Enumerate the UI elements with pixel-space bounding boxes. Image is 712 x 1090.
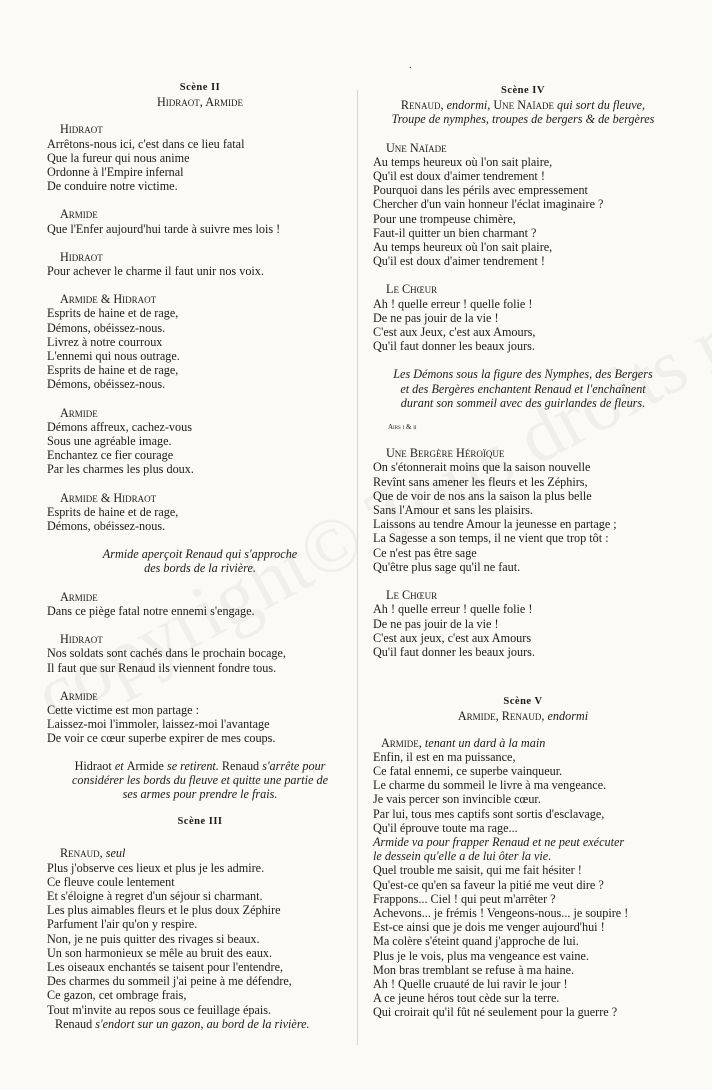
verse-line: Au temps heureux où l'on sait plaire, [373,240,553,255]
verse-line: Frappons... Ciel ! qui peut m'arrêter ? [373,891,556,906]
verse-line: Mon bras tremblant se refuse à ma haine. [373,962,575,977]
verse-line: Revînt sans amener les fleurs et les Zéphirs, [373,474,588,489]
verse-line: Que la fureur qui nous anime [47,150,190,165]
verse-line: Qu'il faut donner les beaux jours. [373,339,535,354]
verse-line: Arrêtons-nous ici, c'est dans ce lieu fatal [47,136,245,151]
verse-line: Ah ! quelle erreur ! quelle folie ! [373,296,533,311]
speaker: Hidraot [60,122,103,137]
verse-line: Cette victime est mon partage : [47,702,199,717]
speaker: Une Naïade [386,140,447,155]
verse-line: Ce n'est pas être sage [373,545,477,560]
verse-line: Un son harmonieux se mêle au bruit des eaux. [47,945,273,960]
verse-line: le dessein qu'elle a de lui ôter la vie. [373,849,552,864]
speaker: Renaud, seul [60,846,126,861]
verse-line: Armide aperçoit Renaud qui s'approche [102,547,298,562]
verse-line: De voir ce cœur superbe expirer de mes coups. [47,731,276,746]
stage-direction [373,835,673,863]
speaker: Armide [60,207,98,222]
verse-line: Livrez à notre courroux [47,334,163,349]
verse-line: C'est aux Jeux, c'est aux Amours, [373,325,536,340]
speaker: Le Chœur [386,588,438,603]
verse-line: des bords de la rivière. [144,561,256,576]
verse-line: Chercher d'un vain honneur l'éclat imaginaire ? [373,197,604,212]
verse-line: Ah ! Quelle cruauté de lui ravir le jour ! [373,976,568,991]
verse-lines [373,297,673,354]
verse-line: Que de voir de nos ans la saison la plus belle [373,488,592,503]
verse-line: Ma colère s'éteint quand j'approche de lui. [373,934,579,949]
speaker: Armide [60,589,98,604]
verse-line: durant son sommeil avec des guirlandes de fleurs. [400,395,646,410]
verse-line: Enfin, il est en ma puissance, [373,749,516,764]
verse-lines [373,863,673,1019]
verse-line: Ah ! quelle erreur ! quelle folie ! [373,602,533,617]
stage-direction: Renaud s'endort sur un gazon, au bord de la rivière. [55,1016,310,1031]
stage-direction [373,367,673,410]
verse-line: Les plus aimables fleurs et le plus doux Zéphire [47,903,281,918]
verse-lines [47,222,353,236]
verse-line: Parfument l'air qu'on y respire. [47,917,198,932]
verse-line: On s'étonnerait moins que la saison nouvelle [373,460,591,475]
scene-4-cast-line2: Troupe de nymphes, troupes de bergers & de bergères [391,112,655,127]
verse-line: Je vais percer son invincible cœur. [373,792,541,807]
verse-line: Sous une agréable image. [47,434,172,449]
verse-lines [47,861,353,1017]
verse-line: Pourquoi dans les périls avec empressement [373,183,588,198]
verse-line: Il faut que sur Renaud ils viennent fondre tous. [47,660,277,675]
verse-line: Armide va pour frapper Renaud et ne peut exécuter [373,834,625,849]
verse-lines [47,264,353,278]
speaker: Armide [60,688,98,703]
verse-line: Qu'il est doux d'aimer tendrement ! [373,169,545,184]
verse-line: Ordonne à l'Empire infernal [47,165,184,180]
airs-note: Airs i & ii [388,423,417,432]
verse-line: Des charmes du sommeil j'ai peine à me défendre, [47,974,292,989]
verse-line: Pour une trompeuse chimère, [373,211,516,226]
verse-line: Au temps heureux où l'on sait plaire, [373,154,553,169]
verse-line: La Sagesse a son temps, il ne vient que trop tôt : [373,531,609,546]
scene-2-title: Scène II [179,82,221,93]
verse-line: Par lui, tous mes captifs sont sortis d'esclavage, [373,806,605,821]
verse-lines [47,646,353,674]
speaker: Armide & Hidraot [60,490,157,505]
verse-lines [47,420,353,477]
verse-line: Plus je le vois, plus ma vengeance est vaine. [373,948,589,963]
scene-4-cast: Renaud, endormi, Une Naïade qui sort du fleuve, [400,98,646,113]
speaker: Armide & Hidraot [60,292,157,307]
verse-line: Ce gazon, cet ombrage frais, [47,988,187,1003]
verse-line: De ne pas jouir de la vie ! [373,616,499,631]
verse-line: Sans l'Amour et sans les plaisirs. [373,503,533,518]
speaker: Une Bergère Héroïque [386,446,505,461]
stage-direction: Hidraot et Armide se retirent. Renaud s'arrête pour considérer les bords du fleuve et quitte une partie de ses armes pour prendre le frais. [72,758,328,801]
verse-line: Enchantez ce fier courage [47,448,174,463]
verse-line: L'ennemi qui nous outrage. [47,349,180,364]
verse-lines [47,306,353,391]
scene-4-title: Scène IV [501,85,545,96]
verse-line: A ce jeune héros tout cède sur la terre. [373,991,560,1006]
verse-lines [373,750,673,835]
verse-line: Faut-il quitter un bien charmant ? [373,225,537,240]
verse-line: Les Démons sous la figure des Nymphes, des Bergers [393,367,653,382]
verse-line: De ne pas jouir de la vie ! [373,310,499,325]
verse-line: Ce fatal ennemi, ce superbe vainqueur. [373,763,563,778]
verse-lines [47,505,353,533]
verse-line: Et s'éloigne à regret d'un séjour si charmant. [47,888,263,903]
verse-line: Le charme du sommeil le livre à ma vengeance. [373,778,607,793]
verse-line: Est-ce ainsi que je dois me venger aujourd'hui ! [373,920,605,935]
verse-line: Ce fleuve coule lentement [47,874,175,889]
verse-line: Achevons... je frémis ! Vengeons-nous... je soupire ! [373,905,629,920]
verse-line: Esprits de haine et de rage, [47,504,179,519]
verse-line: Que l'Enfer aujourd'hui tarde à suivre mes lois ! [47,221,281,236]
verse-lines [47,703,353,746]
verse-line: Qu'il faut donner les beaux jours. [373,644,535,659]
verse-line: Laissons au tendre Amour la jeunesse en partage ; [373,517,617,532]
verse-line: Démons, obéissez-nous. [47,320,166,335]
verse-line: Qu'être plus sage qu'il ne faut. [373,559,521,574]
speaker: Le Chœur [386,282,438,297]
speaker: Armide [60,405,98,420]
verse-lines [373,602,673,659]
verse-line: Tout m'invite au repos sous ce feuillage épais. [47,1002,272,1017]
verse-line: Nos soldats sont cachés dans le prochain bocage, [47,646,286,661]
speaker: Hidraot [60,249,103,264]
verse-lines [47,604,353,618]
scene-2-cast: Hidraot, Armide [156,95,244,110]
speaker: Armide, tenant un dard à la main [381,735,546,750]
verse-line: Qu'il éprouve toute ma rage... [373,820,518,835]
stage-direction [47,547,353,575]
verse-line: Qu'est-ce qu'en sa faveur la pitié me veut dire ? [373,877,604,892]
verse-line: et des Bergères enchantent Renaud et l'enchaînent [400,381,646,396]
verse-line: Plus j'observe ces lieux et plus je les admire. [47,860,265,875]
scene-3-title: Scène III [177,816,223,828]
verse-lines [373,155,673,269]
verse-line: Laissez-moi l'immoler, laissez-moi l'avantage [47,717,270,732]
verse-line: De conduire notre victime. [47,179,178,194]
verse-line: Quel trouble me saisit, qui me fait hésiter ! [373,863,582,878]
verse-line: Les oiseaux enchantés se taisent pour l'entendre, [47,959,284,974]
verse-lines [47,137,353,194]
verse-line: C'est aux jeux, c'est aux Amours [373,630,532,645]
verse-line: Qu'il est doux d'aimer tendrement ! [373,254,545,269]
column-divider [357,90,358,1045]
scene-5-title: Scène V [503,696,543,708]
speaker: Hidraot [60,632,103,647]
verse-line: Par les charmes les plus doux. [47,462,194,477]
verse-line: Qui croirait qu'il fût né seulement pour la guerre ? [373,1005,618,1020]
verse-line: Esprits de haine et de rage, [47,306,179,321]
left-column [47,0,353,1031]
page-dot: . [409,60,412,71]
verse-line: Démons, obéissez-nous. [47,377,166,392]
verse-line: Dans ce piège fatal notre ennemi s'engage. [47,603,255,618]
right-column [373,0,673,1020]
verse-line: Pour achever le charme il faut unir nos voix. [47,264,264,279]
verse-line: Démons, obéissez-nous. [47,519,166,534]
verse-line: Démons affreux, cachez-vous [47,419,192,434]
verse-lines [373,460,673,574]
verse-line: Non, je ne puis quitter des rivages si beaux. [47,931,260,946]
scene-5-cast: Armide, Renaud, endormi [457,709,589,724]
verse-line: Esprits de haine et de rage, [47,363,179,378]
